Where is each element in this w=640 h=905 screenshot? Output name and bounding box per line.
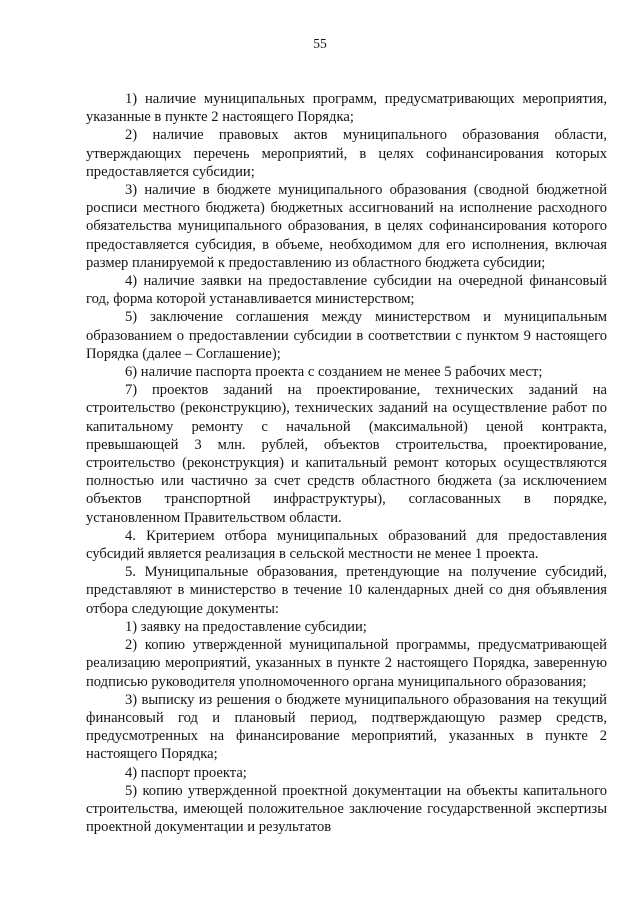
paragraph-item-2: 2) наличие правовых актов муниципального образования области, утверждающих перечень мероприятий, в целях софинансирования которых предоставляется субсидии;	[86, 127, 607, 180]
paragraph-doc-1: 1) заявку на предоставление субсидии;	[125, 618, 367, 635]
paragraph-item-6: 6) наличие паспорта проекта с созданием не менее 5 рабочих мест;	[125, 364, 543, 381]
paragraph-item-3: 3) наличие в бюджете муниципального образования (сводной бюджетной росписи местного бюджета) бюджетных ассигнований на исполнение расходного обязательства муниципального образования, в целях софинансирования которого предоставляется субсидия, в объеме, необходимом для его исполнения, включая размер планируемой к предоставлению из областного бюджета субсидии;	[86, 182, 607, 271]
paragraph-doc-5: 5) копию утвержденной проектной документации на объекты капитального строительства, имеющей положительное заключение государственной экспертизы проектной документации и результатов	[86, 782, 607, 836]
paragraph-item-7: 7) проектов заданий на проектирование, технических заданий на строительство (реконструкцию), технических заданий на осуществление работ по капитальному ремонту с начальной (максимальной) ценой контракта, превышающей 3 млн. рублей, объектов строительства, проектирование, строительство (реконструкция) и капитальный ремонт которых осуществляются полностью или частично за счет средств областного бюджета (за исключением объектов транспортной инфраструктуры), согласованных в порядке, установленном Правительством области.	[86, 382, 607, 526]
paragraph-item-1: 1) наличие муниципальных программ, предусматривающих мероприятия, указанные в пункте 2 настоящего Порядка;	[86, 91, 607, 126]
paragraph-doc-2: 2) копию утвержденной муниципальной программы, предусматривающей реализацию мероприятий, указанных в пункте 2 настоящего Порядка, заверенную подписью руководителя уполномоченного органа муниципального образования;	[86, 637, 607, 690]
paragraph-doc-3: 3) выписку из решения о бюджете муниципального образования на текущий финансовый год и плановый период, подтверждающую размер средств, предусмотренных на финансирование мероприятий, указанных в пункте 2 настоящего Порядка;	[86, 691, 607, 763]
paragraph-item-5: 5) заключение соглашения между министерством и муниципальным образованием о предоставлении субсидии в соответствии с пунктом 9 настоящего Порядка (далее – Соглашение);	[86, 309, 607, 362]
page-number: 55	[313, 36, 327, 51]
paragraph-section-4: 4. Критерием отбора муниципальных образований для предоставления субсидий является реализация в сельской местности не менее 1 проекта.	[86, 527, 607, 563]
paragraph-item-4: 4) наличие заявки на предоставление субсидии на очередной финансовый год, форма которой устанавливается министерством;	[86, 273, 607, 308]
paragraph-doc-4: 4) паспорт проекта;	[125, 764, 247, 781]
document-body	[86, 90, 607, 836]
paragraph-section-5: 5. Муниципальные образования, претендующие на получение субсидий, представляют в министерство в течение 10 календарных дней со дня объявления отбора следующие документы:	[86, 564, 607, 617]
